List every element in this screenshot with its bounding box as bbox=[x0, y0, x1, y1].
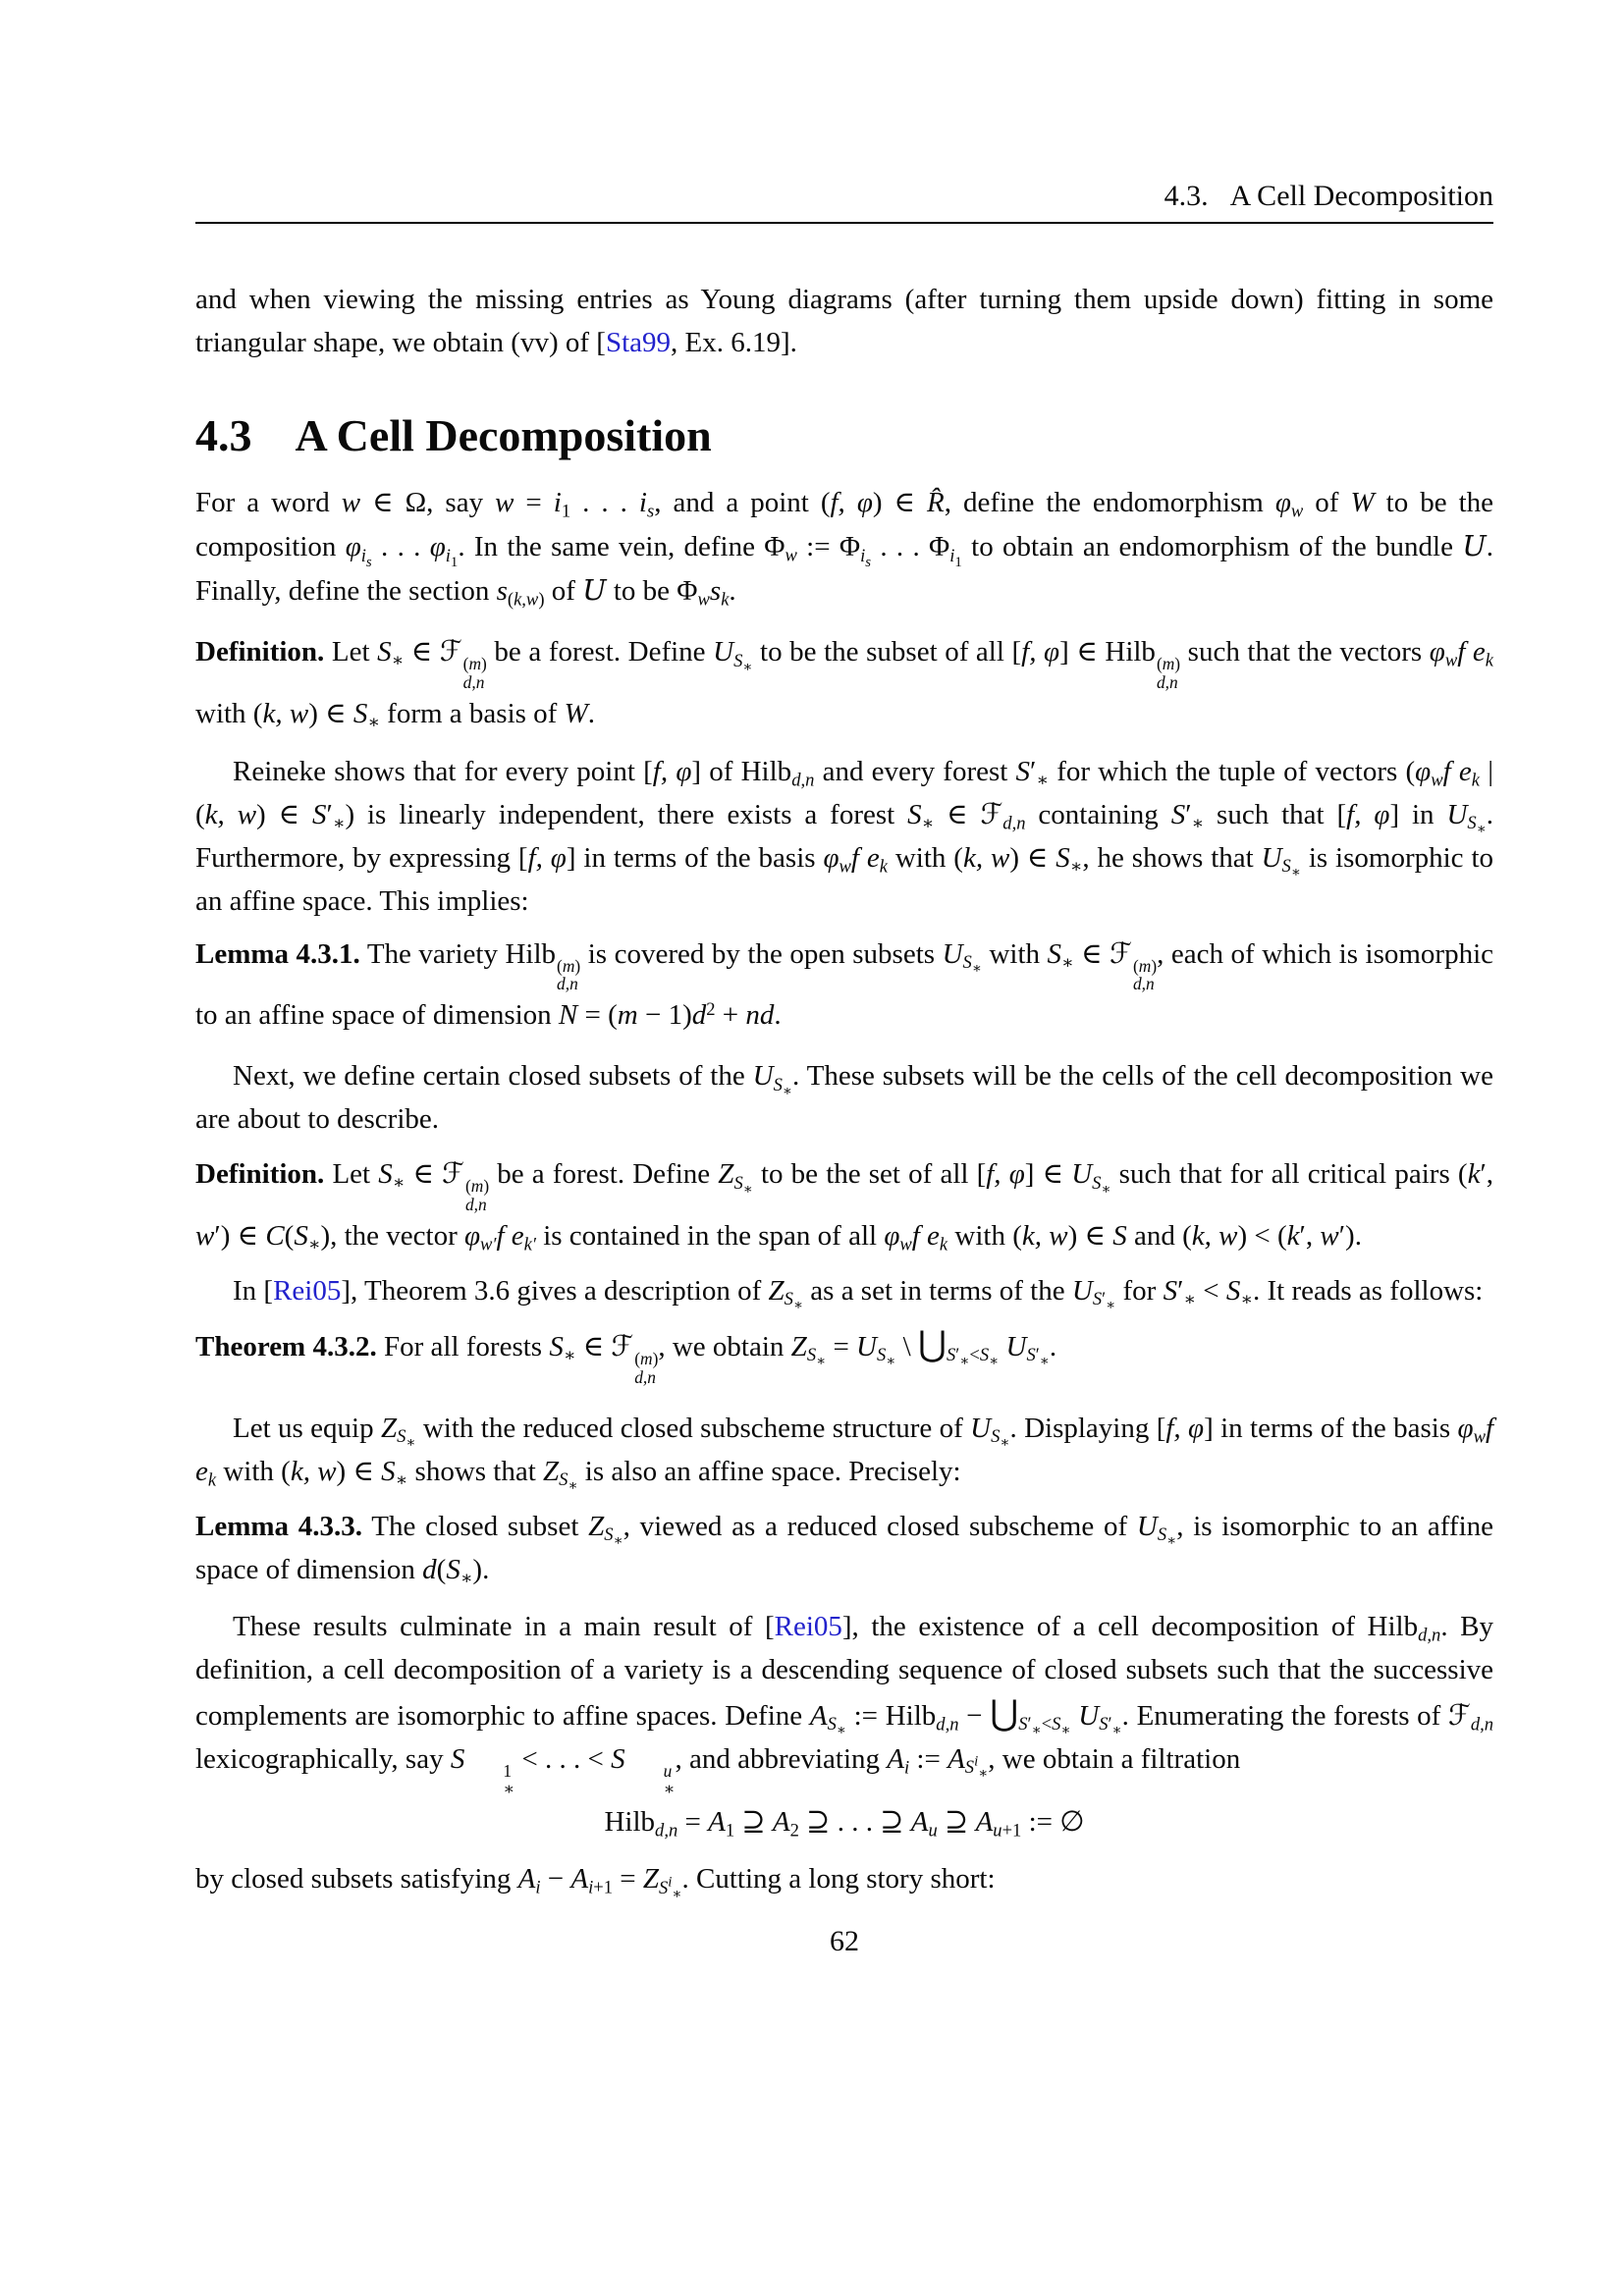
theorem-432-block: Theorem 4.3.2. For all forests $S_∗$ ∈ ℱ (m) d,n , we obtain $Z_{S_∗} = U_{S_∗}$ \ $⋃_{S'_∗<S_∗}$ $U_{S'_∗}$. bbox=[195, 1323, 1057, 1387]
paragraph-for-word: For a word w ∈ Ω, say $w = i_1$ . . . $i_s$, and a point (f, φ) ∈ R̂, define the endomorphism $\varphi_w$ of W to be the composition $\varphi_{i_s}$ . . . $\varphi_{i_1}$. In the same vein, define $\Phi_w$ := $\Phi_{i_s}$ . . . $\Phi_{i_1}$ to obtain an endomorphism of the bundle U. Finally, define the section $s_{(k,w)}$ of U to be $\Phi_ws_k$. bbox=[195, 487, 1494, 611]
header-rule bbox=[195, 222, 1493, 224]
section-number: 4.3 bbox=[195, 410, 252, 460]
page-footer bbox=[195, 1920, 1493, 1963]
running-header bbox=[195, 179, 1493, 214]
running-header-title: A Cell Decomposition bbox=[1229, 180, 1493, 212]
section-title: A Cell Decomposition bbox=[295, 410, 712, 460]
paragraph-intro: and when viewing the missing entries as Young diagrams (after turning them upside down) fitting in some triangular shape, we obtain (vv) of [Sta99, Ex. 6.19]. bbox=[195, 284, 1493, 358]
paragraph-equip: Let us equip $Z_{S_∗}$ with the reduced closed subscheme structure of $U_{S_∗}$. Displaying [f, φ] in terms of the basis $\varphi_wf$ $e_k$ with (k, w) ∈ $S_∗$ shows that $Z_{S_∗}$ is also an affine space. Precisely: bbox=[195, 1412, 1494, 1495]
definition-u-block: Definition. Let $S_∗$ ∈ ℱ (m) d,n be a forest. Define $U_{S_∗}$ to be the subset of all [f, φ] ∈ Hilb (m) d,n such that the vectors $\varphi_wf$ $e_k$ with (k, w) ∈ $S_∗$ form a basis of W. bbox=[195, 636, 1493, 733]
paragraph-reineke: Reineke shows that for every point [f, φ] of Hilb$_{d,n}$ and every forest $S'_∗$ for which the tuple of vectors ($\varphi_wf$ $e_k$ | (k, w) ∈ $S'_∗$) is linearly independent, there exists a forest $S_∗$ ∈ ℱ$_{d,n}$ containing $S'_∗$ such that [f, φ] in $U_{S_∗}$. Furthermore, by expressing [f, φ] in terms of the basis $\varphi_wf$ $e_k$ with (k, w) ∈ $S_∗$, he shows that $U_{S_∗}$ is isomorphic to an affine space. This implies: bbox=[195, 755, 1494, 917]
definition-z-block: Definition. Let $S_∗$ ∈ ℱ (m) d,n be a forest. Define $Z_{S_∗}$ to be the set of all [f, φ] ∈ $U_{S_∗}$ such that for all critical pairs (k′, w′) ∈ $C(S_∗)$, the vector $\varphi_{w'}f$ $e_{k'}$ is contained in the span of all $\varphi_wf$ $e_k$ with (k, w) ∈ S and (k, w) < (k′, w′). bbox=[195, 1158, 1494, 1255]
running-header-section-number: 4.3. bbox=[1164, 180, 1209, 212]
citation-rei05-2[interactable]: Rei05 bbox=[774, 1610, 842, 1642]
paragraph-in-rei05: In [Rei05], Theorem 3.6 gives a description of $Z_{S_∗}$ as a set in terms of the $U_{S'_∗}$ for $S'_∗ < S_∗$. It reads as follows: bbox=[233, 1274, 1484, 1314]
text-column bbox=[195, 0, 1493, 1900]
section-heading bbox=[195, 409, 1493, 462]
lemma-431-block: Lemma 4.3.1. The variety Hilb (m) d,n is covered by the open subsets $U_{S_∗}$ with $S_∗$ ∈ ℱ (m) d,n , each of which is isomorphic to an affine space of dimension $N = (m - 1)d^2$ + nd. bbox=[195, 937, 1494, 1032]
paragraph-closing: by closed subsets satisfying $A_i - A_{i+1} = Z_{S^i_∗}$. Cutting a long story short: bbox=[195, 1863, 996, 1902]
citation-sta99[interactable]: Sta99 bbox=[605, 327, 671, 358]
citation-rei05[interactable]: Rei05 bbox=[273, 1274, 342, 1307]
paragraph-next-subsets: Next, we define certain closed subsets of the $U_{S_∗}$. These subsets will be the cells of the cell decomposition we are about to describe. bbox=[195, 1060, 1493, 1136]
paragraph-results: These results culminate in a main result of [Rei05], the existence of a cell decomposition of Hilb$_{d,n}$. By definition, a cell decomposition of a variety is a descending sequence of closed subsets such that the successive complements are isomorphic to affine spaces. Define $A_{S_∗}$ := Hilb$_{d,n}$ − $⋃_{S'_∗<S_∗}$ $U_{S'_∗}$. Enumerating the forests of ℱ$_{d,n}$ lexicographically, say S 1 ∗ < . . . < S u ∗ , and abbreviating $A_i$ := $A_{S^i_∗}$, we obtain a filtration bbox=[195, 1610, 1494, 1799]
lemma-433-block: Lemma 4.3.3. The closed subset $Z_{S_∗}$, viewed as a reduced closed subscheme of $U_{S_∗}$, is isomorphic to an affine space of dimension $d(S_∗)$. bbox=[195, 1510, 1494, 1589]
filtration-equation: Hilb$_{d,n}$ = $A_1$ ⊇ $A_2$ ⊇ . . . ⊇ $A_u$ ⊇ $A_{u+1}$ := ∅ bbox=[604, 1806, 1085, 1842]
page-number: 62 bbox=[830, 1925, 859, 1957]
